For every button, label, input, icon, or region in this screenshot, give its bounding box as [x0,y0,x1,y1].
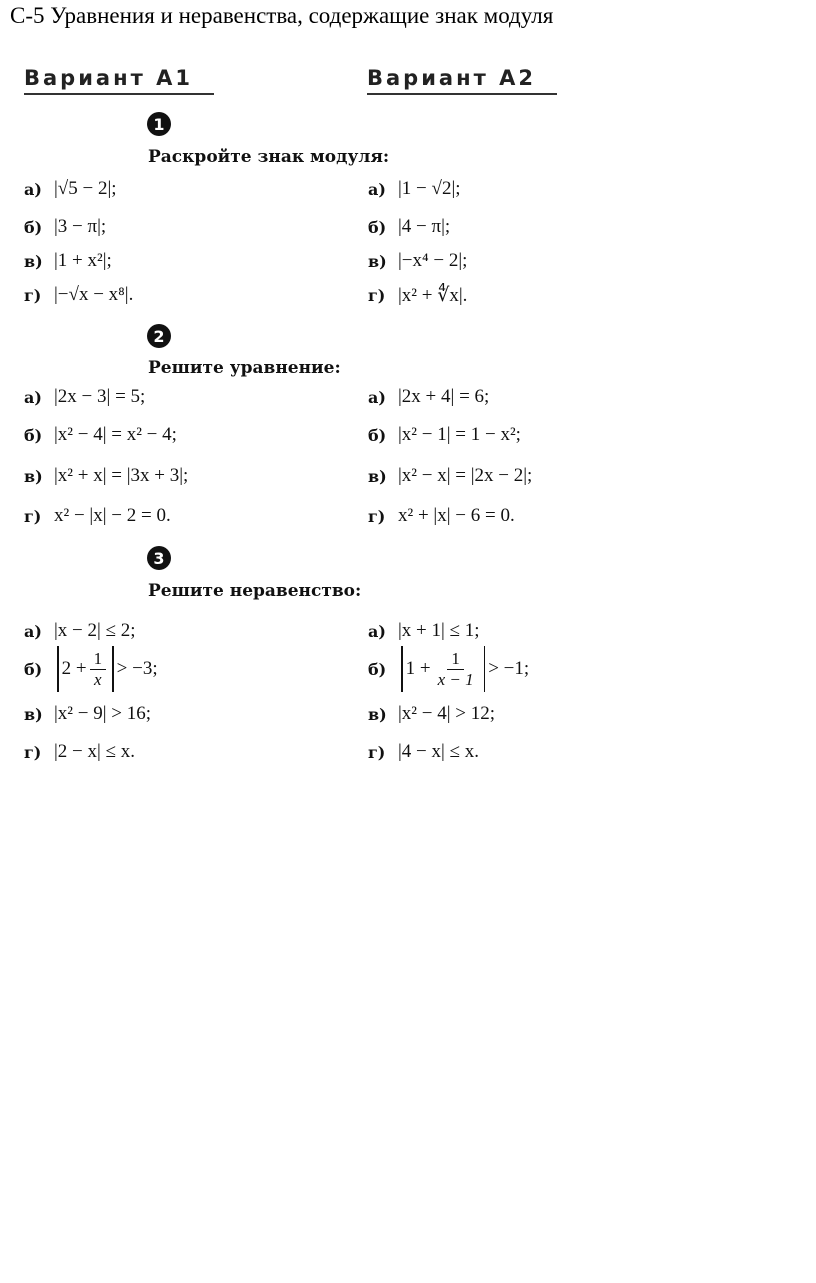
abs-bar-left [401,646,403,692]
task-label: в) [368,251,387,271]
task-expression: |−√x − x⁸|. [54,284,134,305]
document-title: С-5 Уравнения и неравенства, содержащие знак модуля [10,3,554,28]
task-label: а) [24,621,42,641]
task-expression: |x² − 4| > 12; [398,703,496,724]
task-label: г) [368,742,386,762]
section-3-number-badge: 3 [147,546,171,570]
task-label: б) [24,425,43,445]
task-label: а) [24,387,42,407]
task-expression [54,646,158,692]
task-expression: |x² − x| = |2x − 2|; [398,465,533,486]
task-expression: |4 − x| ≤ x. [398,741,480,762]
task-label: б) [368,217,387,237]
task-2a-a1 [24,386,145,408]
task-expression: |x² − 1| = 1 − x²; [398,424,521,445]
task-label: б) [24,659,43,679]
section-1-heading: Раскройте знак модуля: [148,147,390,167]
task-1c-a2 [368,250,467,272]
task-expression: |x² − 9| > 16; [54,703,152,724]
expr-suffix: > −3; [116,658,158,679]
task-label: г) [24,742,42,762]
task-label: в) [24,466,43,486]
task-2b-a1 [24,424,177,446]
task-expression: |−x⁴ − 2|; [398,250,468,271]
task-label: а) [368,621,386,641]
task-label: б) [24,217,43,237]
task-expression: |x + 1| ≤ 1; [398,620,480,641]
expr-prefix: 1 + [405,658,431,679]
task-label: а) [368,387,386,407]
task-label: г) [368,286,386,305]
task-label: а) [368,179,386,199]
fraction [434,650,478,689]
task-2a-a2 [368,386,489,408]
task-expression: |x² + ∜x|. [398,285,468,306]
expr-prefix: 2 + [61,658,87,679]
task-1b-a1 [24,216,106,238]
variant-a1-header: Вариант А1 [24,66,214,95]
task-label: в) [24,704,43,724]
task-expression: |2 − x| ≤ x. [54,741,136,762]
fraction-numerator: 1 [90,650,107,670]
section-2-number-badge: 2 [147,324,171,348]
task-3c-a2 [368,703,495,725]
task-3b-a1 [24,646,158,692]
task-expression: |1 − √2|; [398,178,461,199]
task-label: г) [24,506,42,526]
fraction-denominator: x − 1 [437,669,474,689]
task-label: г) [24,285,42,305]
section-1-number-badge: 1 [147,112,171,136]
task-2c-a2 [368,465,532,487]
abs-bar-right [112,646,114,692]
variant-a2-header: Вариант А2 [367,66,557,95]
task-expression: |3 − π|; [54,216,107,237]
task-label: в) [368,704,387,724]
abs-bar-left [57,646,59,692]
task-1d-a1 [24,284,133,306]
expr-suffix: > −1; [488,658,530,679]
section-3-heading: Решите неравенство: [148,581,362,601]
task-label: б) [368,659,387,679]
task-1b-a2 [368,216,450,238]
task-1c-a1 [24,250,112,272]
task-label: г) [368,506,386,526]
task-2c-a1 [24,465,188,487]
fraction-numerator: 1 [447,650,464,670]
task-label: б) [368,425,387,445]
task-expression: x² + |x| − 6 = 0. [398,505,515,526]
task-3d-a2 [368,741,479,763]
task-3c-a1 [24,703,151,725]
task-expression: |√5 − 2|; [54,178,117,199]
task-2d-a2 [368,505,515,527]
task-expression: |2x − 3| = 5; [54,386,146,407]
task-expression: |4 − π|; [398,216,451,237]
task-label: в) [24,251,43,271]
task-3b-a2 [368,646,529,692]
task-expression: |x − 2| ≤ 2; [54,620,136,641]
task-1a-a2 [368,178,461,200]
task-expression: |1 + x²|; [54,250,112,271]
task-1d-a2 [368,284,467,307]
task-label: в) [368,466,387,486]
task-1a-a1 [24,178,117,200]
task-expression: x² − |x| − 2 = 0. [54,505,171,526]
task-expression [398,646,529,692]
task-expression: |x² − 4| = x² − 4; [54,424,177,445]
task-expression: |2x + 4| = 6; [398,386,490,407]
fraction-denominator: x [94,669,102,689]
task-3d-a1 [24,741,135,763]
fraction [90,650,107,689]
abs-bar-right [484,646,486,692]
task-label: а) [24,179,42,199]
task-3a-a2 [368,620,480,642]
task-expression: |x² + x| = |3x + 3|; [54,465,189,486]
task-3a-a1 [24,620,136,642]
section-2-heading: Решите уравнение: [148,358,341,378]
task-2b-a2 [368,424,521,446]
task-2d-a1 [24,505,171,527]
